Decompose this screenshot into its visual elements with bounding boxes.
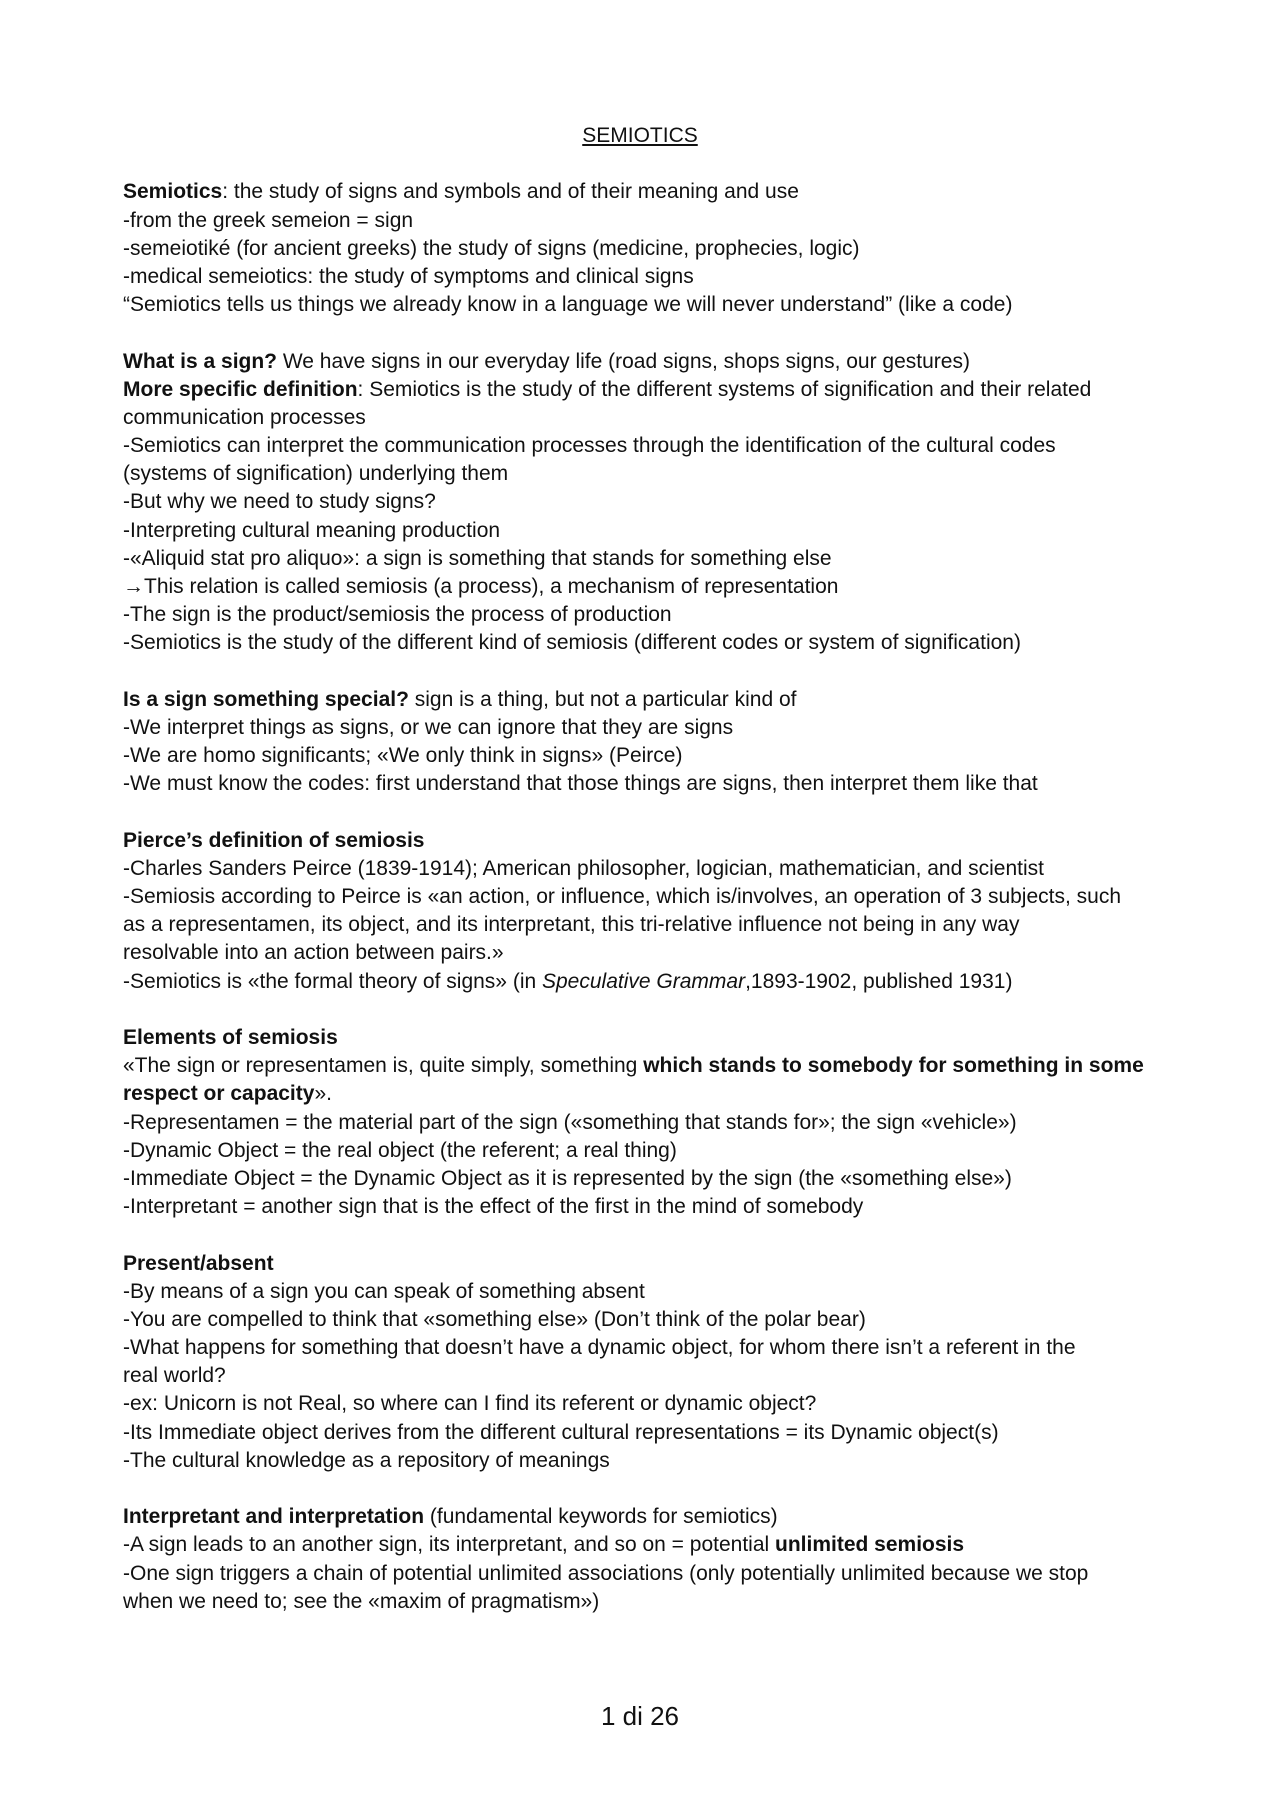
- text-line: (systems of signification) underlying them: [123, 462, 509, 486]
- text-line: -Semiosis according to Peirce is «an action, or influence, which is/involves, an operation of 3 subjects, such: [123, 885, 1122, 909]
- term-definition: : the study of signs and symbols and of their meaning and use: [222, 180, 799, 204]
- section-elements-of-semiosis: [123, 1024, 1157, 1221]
- section-what-is-a-sign: [123, 348, 1157, 658]
- page-number: 1 di 26: [600, 1701, 680, 1731]
- text-line: -Its Immediate object derives from the different cultural representations = its Dynamic object(s): [123, 1420, 999, 1444]
- text-line: -Semiotics is the study of the different kind of semiosis (different codes or system of signification): [123, 631, 1021, 655]
- text-line: -The sign is the product/semiosis the process of production: [123, 603, 672, 627]
- text-line: -semeiotiké (for ancient greeks) the study of signs (medicine, prophecies, logic): [123, 236, 860, 260]
- quote-line: [123, 1080, 1157, 1108]
- definition-line: [123, 376, 1157, 404]
- text-line: “Semiotics tells us things we already know in a language we will never understand” (like a code): [123, 293, 1013, 317]
- heading-note: (fundamental keywords for semiotics): [424, 1505, 778, 1529]
- text-line: -We are homo significants; «We only think in signs» (Peirce): [123, 744, 683, 768]
- text-line: -We must know the codes: first understand that those things are signs, then interpret them like that: [123, 772, 1038, 796]
- section-interpretant: [123, 1503, 1157, 1616]
- text-line: -«Aliquid stat pro aliquo»: a sign is something that stands for something else: [123, 546, 832, 570]
- line-prefix: -A sign leads to an another sign, its interpretant, and so on = potential: [123, 1533, 776, 1557]
- section-peirce-definition: [123, 827, 1157, 996]
- citation-line: [123, 968, 1157, 996]
- section-sign-special: [123, 686, 1157, 799]
- quote-end: ».: [314, 1082, 332, 1106]
- book-title: Speculative Grammar: [542, 969, 746, 993]
- answer-text: We have signs in our everyday life (road signs, shops signs, our gestures): [277, 349, 970, 373]
- text-line: when we need to; see the «maxim of pragmatism»): [123, 1589, 600, 1613]
- text-line: -Immediate Object = the Dynamic Object as it is represented by the sign (the «something else»): [123, 1166, 1012, 1190]
- quote-line: [123, 1052, 1157, 1080]
- text-line: -You are compelled to think that «something else» (Don’t think of the polar bear): [123, 1307, 866, 1331]
- text-line: real world?: [123, 1364, 226, 1388]
- term-semiotics: Semiotics: [123, 180, 223, 204]
- section-heading: Present/absent: [123, 1251, 274, 1275]
- text-line: -One sign triggers a chain of potential unlimited associations (only potentially unlimited because we stop: [123, 1561, 1089, 1585]
- question-line: [123, 348, 1157, 376]
- definition-text: : Semiotics is the study of the different systems of signification and their related: [357, 377, 1092, 401]
- text-line: -Charles Sanders Peirce (1839-1914); American philosopher, logician, mathematician, and scientist: [123, 856, 1044, 880]
- definition-line: [123, 178, 1157, 206]
- blank-line: [123, 150, 1157, 178]
- quote-emphasis: which stands to somebody for something in some: [643, 1054, 1144, 1078]
- question-line: [123, 686, 1157, 714]
- document-body: [123, 122, 1157, 1644]
- citation-prefix: -Semiotics is «the formal theory of signs» (in: [123, 969, 542, 993]
- quote-emphasis: respect or capacity: [123, 1082, 315, 1106]
- text-line: -We interpret things as signs, or we can ignore that they are signs: [123, 715, 734, 739]
- text-line: -What happens for something that doesn’t have a dynamic object, for whom there isn’t a referent in the: [123, 1336, 1076, 1360]
- answer-text: sign is a thing, but not a particular kind of: [408, 687, 797, 711]
- title-line: [123, 122, 1157, 150]
- text-line: -Representamen = the material part of the sign («something that stands for»; the sign «vehicle»): [123, 1110, 1017, 1134]
- document-title: SEMIOTICS: [582, 124, 698, 147]
- text-line: -Semiotics can interpret the communication processes through the identification of the cultural codes: [123, 434, 1056, 458]
- text-line: -Dynamic Object = the real object (the referent; a real thing): [123, 1138, 677, 1162]
- text-line: -Interpretant = another sign that is the effect of the first in the mind of somebody: [123, 1195, 864, 1219]
- text-line: -By means of a sign you can speak of something absent: [123, 1279, 645, 1303]
- text-line: -The cultural knowledge as a repository of meanings: [123, 1448, 610, 1472]
- section-present-absent: [123, 1250, 1157, 1476]
- section-heading: Interpretant and interpretation: [123, 1505, 425, 1529]
- question-sign-special: Is a sign something special?: [123, 687, 409, 711]
- section-heading: Pierce’s definition of semiosis: [123, 828, 425, 852]
- key-term: unlimited semiosis: [775, 1533, 965, 1557]
- text-line: -But why we need to study signs?: [123, 490, 436, 514]
- text-line: -Interpreting cultural meaning production: [123, 518, 501, 542]
- text-line: communication processes: [123, 405, 366, 429]
- question-what-is-a-sign: What is a sign?: [123, 349, 278, 373]
- citation-suffix: ,1893-1902, published 1931): [745, 969, 1013, 993]
- text-line: -from the greek semeion = sign: [123, 208, 414, 232]
- section-semiotics-intro: [123, 178, 1157, 319]
- text-line: as a representamen, its object, and its interpretant, this tri-relative influence not being in any way: [123, 913, 1020, 937]
- text-line: -medical semeiotics: the study of symptoms and clinical signs: [123, 264, 694, 288]
- section-heading: Elements of semiosis: [123, 1026, 338, 1049]
- text-line: →This relation is called semiosis (a process), a mechanism of representation: [123, 575, 839, 598]
- text-line: resolvable into an action between pairs.»: [123, 941, 504, 965]
- definition-label: More specific definition: [123, 377, 358, 401]
- heading-line: [123, 1503, 1157, 1531]
- quote-start: «The sign or representamen is, quite simply, something: [123, 1054, 644, 1078]
- key-term-line: [123, 1531, 1157, 1559]
- text-line: -ex: Unicorn is not Real, so where can I find its referent or dynamic object?: [123, 1392, 817, 1416]
